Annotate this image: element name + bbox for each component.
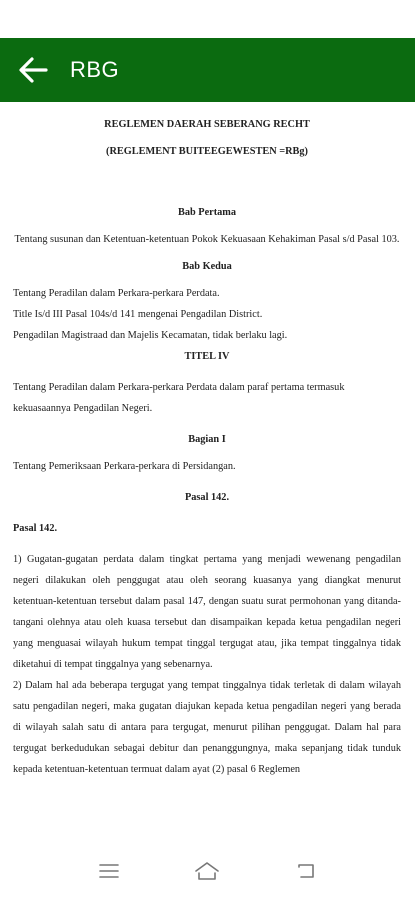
app-title: RBG: [70, 57, 120, 82]
titel-text: Tentang Peradilan dalam Perkara-perkara Perdata dalam paraf pertama termasuk kekuasaannya Pengadilan Negeri.: [13, 382, 345, 414]
bab1-heading: Bab Pertama: [177, 207, 237, 218]
list-item: 1) Gugatan-gugatan perdata dalam tingkat pertama yang menjadi wewenang pengadilan negeri dilakukan oleh penggugat atau oleh seorang kuasanya yang diangkat menurut ketentuan-ketentuan tersebut dalam pasal 147, dengan suatu surat permohonan yang ditanda-tangani olehnya atau oleh kuasa tersebut dan disampaikan kepada ketua pengadilan negeri yang menguasai wilayah hukum tempat tinggal tergugat atau, jika tempat tinggalnya tidak diketahui di tempat tinggalnya yang sebenarnya.: [13, 554, 401, 670]
arrow-left-icon: [18, 57, 48, 83]
bab2-line2: Title Is/d III Pasal 104s/d 141 mengenai Pengadilan District.: [13, 309, 263, 320]
document-content[interactable]: [0, 102, 415, 860]
titel-heading: TITEL IV: [184, 351, 230, 362]
pasal-heading-center: Pasal 142.: [184, 492, 230, 503]
app-bar: [0, 38, 415, 102]
bab2-line1: Tentang Peradilan dalam Perkara-perkara Perdata.: [13, 288, 220, 299]
home-button[interactable]: [187, 851, 227, 891]
home-icon: [193, 860, 221, 882]
pasal-items: [13, 549, 401, 780]
pasal-heading-left: Pasal 142.: [13, 523, 58, 534]
menu-button[interactable]: [89, 851, 129, 891]
back-nav-button[interactable]: [286, 851, 326, 891]
back-icon: [294, 861, 318, 881]
bab2-heading: Bab Kedua: [182, 261, 232, 272]
document-title-line1: REGLEMEN DAERAH SEBERANG RECHT: [104, 119, 310, 130]
status-bar: [0, 0, 415, 38]
back-button[interactable]: [16, 53, 50, 87]
bagian-heading: Bagian I: [188, 434, 226, 445]
document-title-line2: (REGLEMENT BUITEEGEWESTEN =RBg): [106, 146, 308, 157]
bab1-text: Tentang susunan dan Ketentuan-ketentuan Pokok Kekuasaan Kehakiman Pasal s/d Pasal 103.: [14, 234, 400, 245]
bab2-line3: Pengadilan Magistraad dan Majelis Kecamatan, tidak berlaku lagi.: [13, 330, 288, 341]
system-nav-bar: [0, 842, 415, 900]
bagian-text: Tentang Pemeriksaan Perkara-perkara di Persidangan.: [13, 461, 236, 472]
menu-icon: [98, 862, 120, 880]
list-item: 2) Dalam hal ada beberapa tergugat yang tempat tinggalnya tidak terletak di dalam wilayah satu pengadilan negeri, maka gugatan diajukan kepada ketua pengadilan negeri yang berada di wilayah salah satu di antara para tergugat, menurut pilihan penggugat. Dalam hal para tergugat berkedudukan sebagai debitur dan penanggungnya, maka sepanjang tidak tunduk kepada ketentuan-ketentuan termuat dalam ayat (2) pasal 6 Reglemen: [13, 680, 401, 775]
